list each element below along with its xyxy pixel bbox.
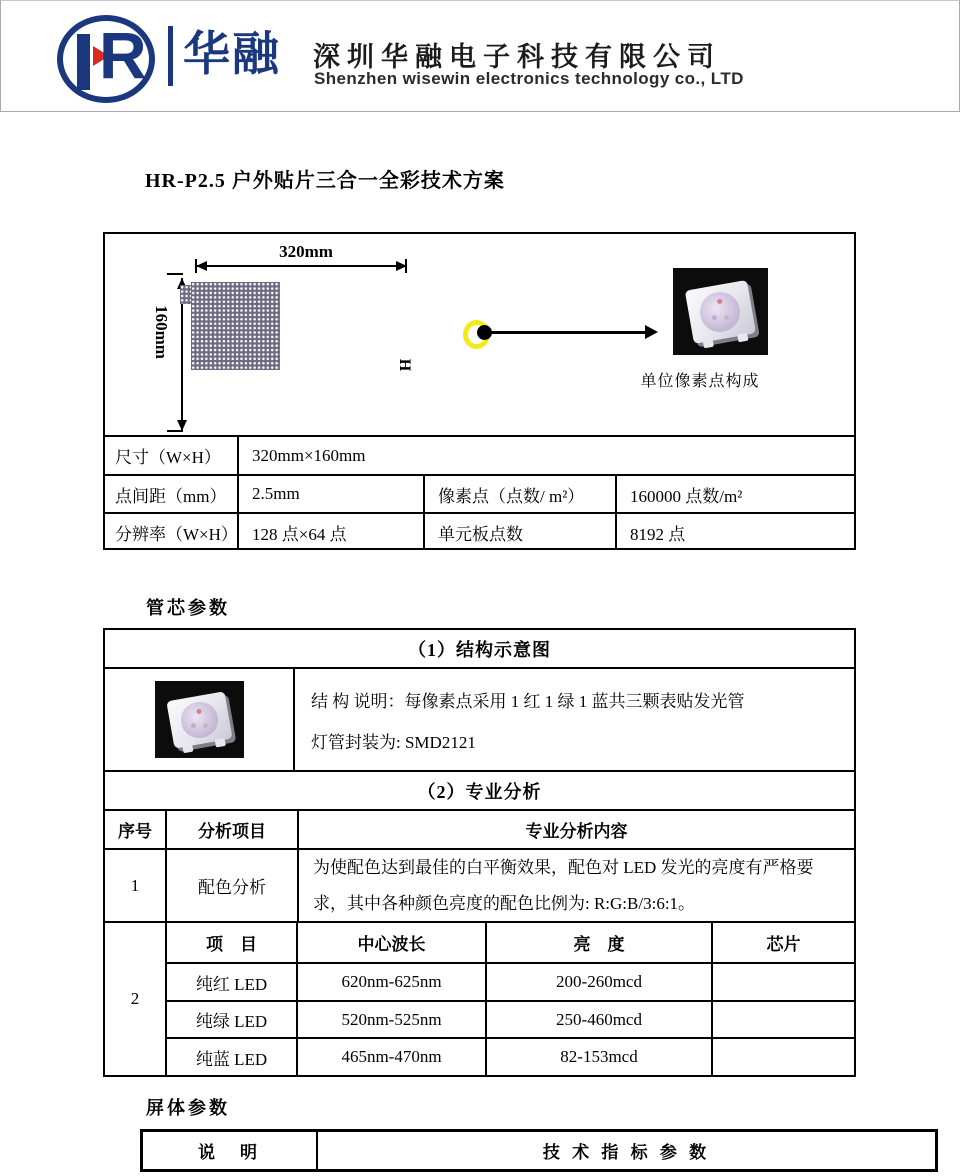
hr-logo-icon [57,15,155,103]
dimension-tick [195,259,197,273]
led-pin [182,743,193,753]
dimension-tick [167,273,183,275]
spec-size-label: 尺寸（W×H） [105,437,239,474]
spec-module-dots-label: 单元板点数 [425,514,617,550]
led-spec-subtable [105,921,854,1075]
led-pin [214,737,225,747]
led-lens [177,699,220,740]
screen-col-parameters: 技 术 指 标 参 数 [542,1143,711,1162]
led-pin [737,332,748,342]
screen-parameters-table [140,1129,938,1172]
page-title: HR-P2.5 户外贴片三合一全彩技术方案 [145,170,505,192]
height-dimension-label: 160mm [152,305,171,359]
spec-module-dots-value: 8192 点 [630,524,686,544]
structure-image-cell [105,669,295,770]
led-package [685,279,756,343]
analysis-row1-no: 1 [105,850,167,921]
spec-pitch-value: 2.5mm [239,476,425,512]
brand-name: 华融 [183,27,281,80]
led-row-green [167,1002,854,1040]
led-blue-chip [713,1039,854,1075]
analysis-row1-content: 为使配色达到最佳的白平衡效果，配色对 LED 发光的亮度有严格要求，其中各种颜色亮度的配色比例为: R:G:B/3:6:1。 [313,857,814,913]
spec-resolution-value: 128 点×64 点 [239,514,425,550]
logo-letter-r: R [99,18,147,92]
spec-pitch-label: 点间距（mm） [105,476,239,512]
led-red-brightness: 200-260mcd [487,964,713,1000]
analysis-row1-item: 配色分析 [167,850,299,921]
spec-density-label: 像素点（点数/ m²） [425,476,617,512]
led-green-wavelength: 520nm-525nm [298,1002,487,1038]
led-green-brightness: 250-460mcd [487,1002,713,1038]
led-col-wavelength: 中心波长 [298,923,487,962]
led-col-chip: 芯片 [766,935,801,955]
structure-description [295,669,854,770]
analysis-section-header: （2）专业分析 [105,770,854,809]
led-green-item: 纯绿 LED [167,1002,298,1038]
module-spec-table [103,232,856,550]
led-module-grid-image [191,282,280,370]
dimension-tick [405,259,407,273]
led-pin [703,338,714,348]
structure-description-line1: 结 构 说明：每像素点采用 1 红 1 绿 1 蓝共三颗表贴发光管 [311,691,745,711]
structure-section-header: （1）结构示意图 [408,639,551,660]
dimension-tick [167,430,183,432]
led-blue-wavelength: 465nm-470nm [298,1039,487,1075]
analysis-col-item: 分析项目 [167,811,299,848]
led-blue-brightness: 82-153mcd [487,1039,713,1075]
spec-resolution-label: 分辨率（W×H） [105,514,239,550]
led-package [166,691,232,748]
width-dimension-arrow [196,265,407,267]
spec-size-value: 320mm×160mm [252,445,366,465]
spec-density-value: 160000 点数/m² [630,486,743,506]
company-name-english: Shenzhen wisewin electronics technology co., LTD [314,69,744,88]
led-red-chip [713,964,854,1000]
structure-description-line2: 灯管封装为: SMD2121 [311,732,476,752]
led-col-brightness: 亮 度 [487,923,713,962]
led-row-blue [167,1039,854,1075]
module-diagram [105,234,854,435]
led-lens [697,288,743,334]
chip-parameters-heading: 管芯参数 [146,598,230,618]
logo-h-bar [77,34,90,90]
screen-col-description: 说 明 [143,1132,318,1169]
logo-divider [168,26,173,86]
company-name-chinese: 深圳华融电子科技有限公司 [313,42,721,72]
chip-parameters-table [103,628,856,1077]
pixel-pointer-arrow-icon [489,331,647,334]
analysis-row2-no: 2 [105,923,167,1075]
screen-parameters-heading: 屏体参数 [146,1098,230,1118]
smd-led-photo [673,268,768,355]
smd-led-photo-small [155,681,244,758]
led-col-item: 项 目 [167,923,298,962]
analysis-col-content: 专业分析内容 [525,822,628,841]
pixel-composition-caption: 单位像素点构成 [640,373,760,390]
led-green-chip [713,1002,854,1038]
height-marker-letter: H [396,358,414,372]
led-row-red [167,964,854,1002]
width-dimension-label: 320mm [279,242,333,261]
led-red-item: 纯红 LED [167,964,298,1000]
analysis-col-no: 序号 [105,811,167,848]
led-blue-item: 纯蓝 LED [167,1039,298,1075]
company-header [0,0,960,112]
led-red-wavelength: 620nm-625nm [298,964,487,1000]
